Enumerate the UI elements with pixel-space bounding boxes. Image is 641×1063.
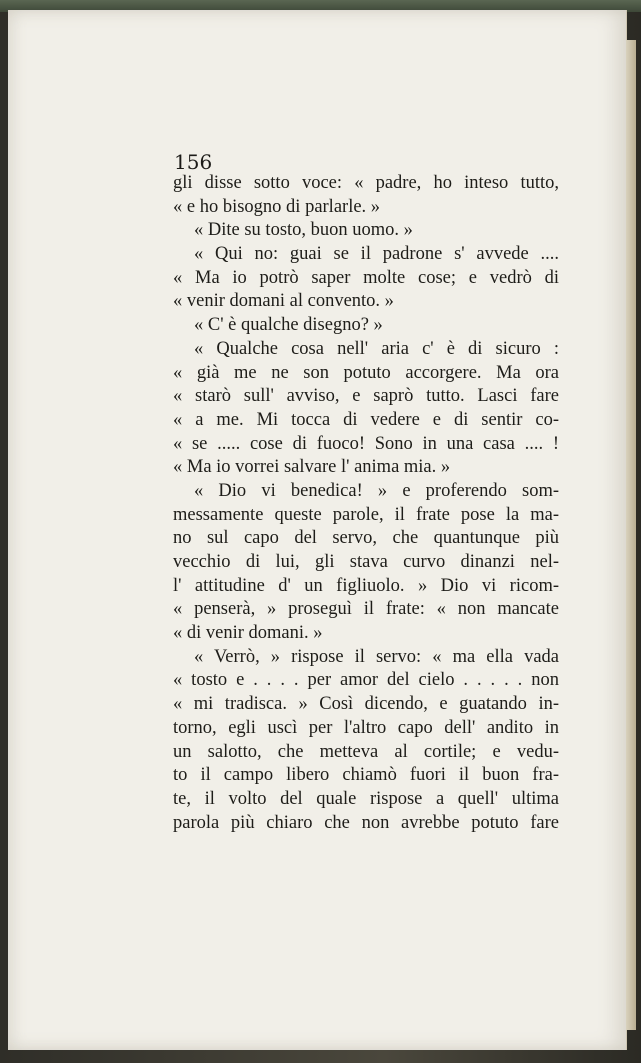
text-line: « e ho bisogno di parlarle. »: [173, 196, 381, 217]
text-line: « venir domani al convento. »: [173, 291, 394, 312]
text-line: l' attitudine d' un figliuolo. » Dio vi ricom-: [173, 575, 559, 596]
text-line: vecchio di lui, gli stava curvo dinanzi nel-: [173, 552, 559, 572]
text-line: « tosto e . . . . per amor del cielo . . . . . non: [173, 670, 559, 691]
text-line: « penserà, » proseguì il frate: « non mancate: [173, 599, 559, 620]
text-line: « C' è qualche disegno? »: [194, 315, 383, 336]
text-line: no sul capo del servo, che quantunque più: [173, 528, 559, 549]
text-line: « Dite su tosto, buon uomo. »: [194, 220, 413, 241]
text-line: « già me ne son potuto accorgere. Ma ora: [173, 362, 559, 383]
text-line: « starò sull' avviso, e saprò tutto. Lasci fare: [173, 386, 559, 407]
text-line: « Verrò, » rispose il servo: « ma ella vada: [194, 646, 559, 667]
text-line: messamente queste parole, il frate pose la ma-: [173, 504, 559, 525]
text-line: « se ..... cose di fuoco! Sono in una casa .... !: [173, 433, 559, 454]
text-line: gli disse sotto voce: « padre, ho inteso tutto,: [173, 173, 559, 193]
text-line: « Qualche cosa nell' aria c' è di sicuro :: [194, 338, 559, 359]
text-line: un salotto, che metteva al cortile; e vedu-: [173, 741, 559, 762]
body-text: [173, 172, 559, 835]
text-line: « di venir domani. »: [173, 623, 323, 644]
text-line: te, il volto del quale rispose a quell' ultima: [173, 788, 559, 809]
page-number: 156: [174, 150, 213, 174]
text-line: « Qui no: guai se il padrone s' avvede ....: [194, 244, 559, 265]
text-line: « Ma io vorrei salvare l' anima mia. »: [173, 457, 451, 478]
page-stack-edge: [626, 40, 636, 1030]
text-line: « Dio vi benedica! » e proferendo som-: [194, 480, 559, 501]
text-line: torno, egli uscì per l'altro capo dell' andito in: [173, 717, 559, 738]
text-line: « Ma io potrò saper molte cose; e vedrò di: [173, 267, 559, 288]
text-line: parola più chiaro che non avrebbe potuto fare: [173, 812, 559, 833]
text-line: « a me. Mi tocca di vedere e di sentir co-: [173, 409, 559, 430]
text-line: « mi tradisca. » Così dicendo, e guatando in-: [173, 694, 559, 715]
text-line: to il campo libero chiamò fuori il buon fra-: [173, 765, 559, 786]
